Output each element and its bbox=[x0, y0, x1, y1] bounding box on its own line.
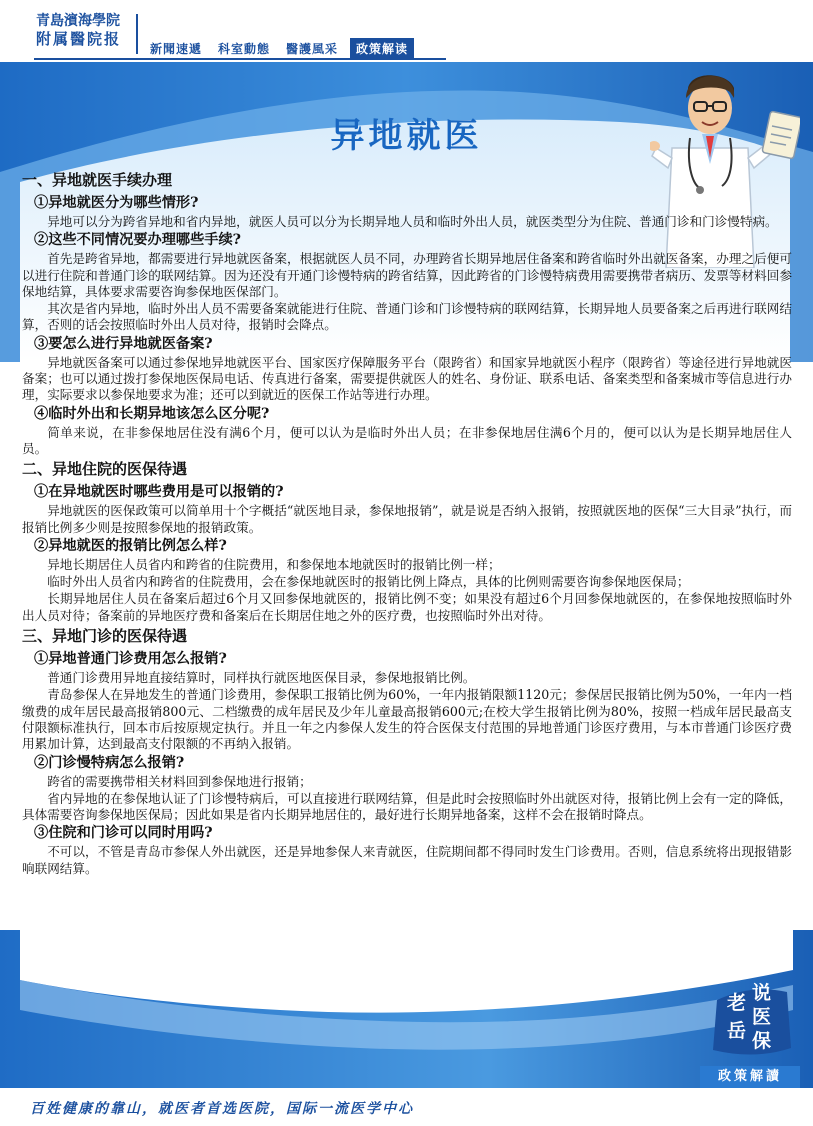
section-heading: 一、异地就医手续办理 bbox=[22, 171, 173, 189]
footer bbox=[0, 1088, 813, 1126]
masthead-rule bbox=[34, 58, 446, 60]
badge-char-1: 老 bbox=[727, 992, 747, 1014]
page-title: 异地就医 bbox=[330, 116, 483, 156]
masthead-divider bbox=[136, 14, 138, 54]
answer-paragraph: 青岛参保人在异地发生的普通门诊费用，参保职工报销比例为60%，一年内报销限额1120元；参保居民报销比例为50%，一年内一档缴费的成年居民最高报销800元、二档缴费的成年居民及少年儿童最高报销600元;在校大学生报销比例为80%，按照一档成年居民最高支付限额标准执行，回本市后按原规定执行。并且一年之内参保人发生的符合医保支付范围的异地普通门诊医疗费用，与本市普通门诊医疗费用累加计算，达到最高支付限额的不再纳入报销。 bbox=[22, 687, 792, 752]
answer-paragraph: 异地就医备案可以通过参保地异地就医平台、国家医疗保障服务平台（限跨省）和国家异地就医小程序（限跨省）等途径进行异地就医备案；也可以通过拨打参保地医保局电话、传真进行备案，需要提供就医人的姓名、身份证、联系电话、备案类型和备案城市等信息进行办理，实际要求以参保地要求为准；还可以到就近的医保工作站等进行办理。 bbox=[22, 354, 792, 403]
logo-line1: 青島濱海學院 bbox=[36, 13, 120, 29]
answer-paragraph: 长期异地居住人员在备案后超过6个月又回参保地就医的，报销比例不变；如果没有超过6个月回参保地就医的，在参保地按照临时外出人员对待；备案前的异地医疗费和备案后在长期居住地之外的医疗费，也按照临时外出对待。 bbox=[22, 591, 792, 623]
nav-item-3[interactable]: 醫護風采 bbox=[286, 42, 339, 56]
answer-paragraph: 临时外出人员省内和跨省的住院费用，会在参保地就医时的报销比例上降点，具体的比例则需要咨询参保地医保局； bbox=[47, 574, 690, 590]
section-heading: 三、异地门诊的医保待遇 bbox=[22, 627, 188, 646]
badge-char-2: 岳 bbox=[727, 1020, 747, 1042]
question-heading: ①异地就医分为哪些情形? bbox=[34, 195, 199, 211]
question-heading: ①异地普通门诊费用怎么报销? bbox=[34, 651, 227, 668]
answer-paragraph: 不可以，不管是青岛市参保人外出就医，还是异地参保人来青就医，住院期间都不得同时发生门诊费用。否则，信息系统将出现报错影响联网结算。 bbox=[22, 844, 792, 876]
bottom-wave-background bbox=[0, 930, 813, 1088]
badge-char-3: 说 bbox=[752, 982, 772, 1004]
policy-label: 政策解讀 bbox=[700, 1066, 800, 1088]
article-body bbox=[22, 168, 792, 878]
footer-slogan: 百姓健康的靠山，就医者首选医院，国际一流医学中心 bbox=[30, 1101, 414, 1117]
badge-background bbox=[707, 982, 795, 1058]
nav-item-2[interactable]: 科室動態 bbox=[218, 42, 271, 56]
question-heading: ①在异地就医时哪些费用是可以报销的? bbox=[34, 484, 284, 501]
answer-paragraph: 其次是省内异地，临时外出人员不需要备案就能进行住院、普通门诊和门诊慢特病的联网结算，长期异地人员要备案之后再进行联网结算，否则的话会按照临时外出人员对待，报销时会降点。 bbox=[22, 301, 792, 333]
answer-paragraph: 简单来说，在非参保地居住没有满6个月，便可以认为是临时外出人员；在非参保地居住满6个月的，便可以认为是长期异地居住人员。 bbox=[22, 424, 792, 456]
logo-line2: 附属醫院报 bbox=[36, 30, 122, 48]
clipboard-icon bbox=[762, 111, 800, 159]
nav-item-1[interactable]: 新聞速遞 bbox=[150, 42, 203, 56]
section-heading: 二、异地住院的医保待遇 bbox=[22, 460, 188, 479]
question-heading: ③住院和门诊可以同时用吗? bbox=[34, 825, 213, 842]
hospital-logo bbox=[36, 12, 136, 48]
answer-paragraph: 异地就医的医保政策可以简单用十个字概括“就医地目录，参保地报销”，就是说是否纳入报销，按照就医地的医保“三大目录”执行，而报销比例多少则是按照参保地的报销政策。 bbox=[22, 503, 792, 535]
answer-paragraph: 首先是跨省异地，都需要进行异地就医备案，根据就医人员不同，办理跨省长期异地居住备案和跨省临时外出就医备案，办理之后便可以进行住院和普通门诊的联网结算。因为还没有开通门诊慢特病的跨省结算，因此跨省的门诊慢特病费用需要携带者病历、发票等材料回参保地结算，具体要求需要咨询参保地医保部门。 bbox=[22, 251, 792, 299]
question-heading: ③要怎么进行异地就医备案? bbox=[34, 335, 213, 352]
badge-char-4: 医 bbox=[752, 1006, 772, 1028]
answer-paragraph: 普通门诊费用异地直接结算时，同样执行就医地医保目录，参保地报销比例。 bbox=[47, 670, 476, 686]
question-heading: ②异地就医的报销比例怎么样? bbox=[34, 537, 227, 554]
question-heading: ②这些不同情况要办理哪些手续? bbox=[34, 232, 241, 249]
question-heading: ②门诊慢特病怎么报销? bbox=[34, 754, 185, 771]
answer-paragraph: 跨省的需要携带相关材料回到参保地进行报销； bbox=[47, 773, 312, 789]
answer-paragraph: 异地可以分为跨省异地和省内异地，就医人员可以分为长期异地人员和临时外出人员，就医类型分为住院、普通门诊和门诊慢特病。 bbox=[47, 214, 778, 229]
masthead bbox=[0, 0, 813, 62]
question-heading: ④临时外出和长期异地该怎么区分呢? bbox=[34, 405, 270, 422]
badge-char-5: 保 bbox=[752, 1030, 772, 1052]
section-nav bbox=[146, 38, 414, 59]
answer-paragraph: 异地长期居住人员省内和跨省的住院费用，和参保地本地就医时的报销比例一样； bbox=[47, 556, 501, 572]
answer-paragraph: 省内异地的在参保地认证了门诊慢特病后，可以直接进行联网结算，但是此时会按照临时外出就医对待，报销比例上会有一定的降低，具体需要咨询参保地医保局；因此如果是省内长期异地居住的，最好进行长期异地备案，这样不会在报销时降点。 bbox=[22, 790, 792, 823]
nav-item-4[interactable]: 政策解读 bbox=[350, 38, 414, 59]
